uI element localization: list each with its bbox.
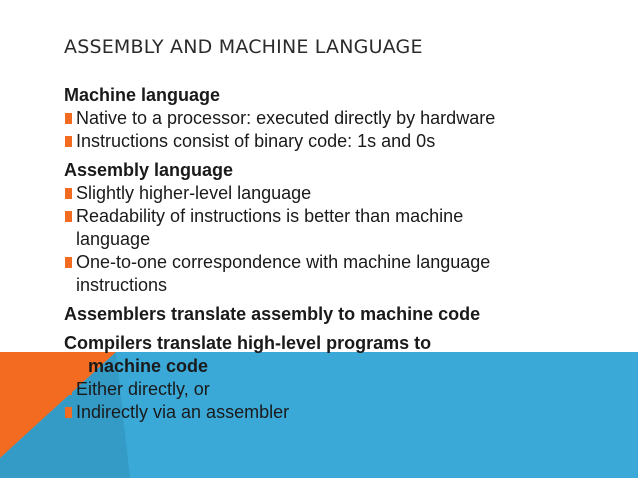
list-item bbox=[64, 107, 604, 130]
square-bullet-icon bbox=[65, 188, 72, 199]
list-item bbox=[64, 401, 604, 424]
machine-language-heading: Machine language bbox=[64, 85, 221, 105]
slide-body bbox=[64, 84, 604, 424]
slide-title: ASSEMBLY AND MACHINE LANGUAGE bbox=[64, 36, 423, 58]
bullet-text: Indirectly via an assembler bbox=[76, 402, 290, 422]
bullet-text: Readability of instructions is better than machine bbox=[76, 206, 464, 226]
bullet-text: Either directly, or bbox=[76, 379, 210, 399]
bullet-continuation: language bbox=[76, 229, 151, 249]
bullet-continuation: instructions bbox=[76, 275, 168, 295]
assemblers-heading: Assemblers translate assembly to machine code bbox=[64, 304, 481, 324]
list-item bbox=[64, 378, 604, 401]
square-bullet-icon bbox=[65, 113, 72, 124]
compilers-heading: Compilers translate high-level programs to bbox=[64, 333, 432, 353]
assembly-language-heading: Assembly language bbox=[64, 160, 234, 180]
square-bullet-icon bbox=[65, 407, 72, 418]
square-bullet-icon bbox=[65, 136, 72, 147]
square-bullet-icon bbox=[65, 257, 72, 268]
list-item bbox=[64, 182, 604, 205]
bullet-text: One-to-one correspondence with machine language bbox=[76, 252, 491, 272]
compilers-heading-continuation: machine code bbox=[88, 356, 209, 376]
square-bullet-icon bbox=[65, 211, 72, 222]
bullet-text: Instructions consist of binary code: 1s and 0s bbox=[76, 131, 436, 151]
list-item bbox=[64, 130, 604, 153]
list-item bbox=[64, 205, 604, 228]
square-bullet-icon bbox=[65, 384, 72, 395]
bullet-text: Native to a processor: executed directly by hardware bbox=[76, 108, 496, 128]
bullet-text: Slightly higher-level language bbox=[76, 183, 312, 203]
list-item bbox=[64, 251, 604, 274]
